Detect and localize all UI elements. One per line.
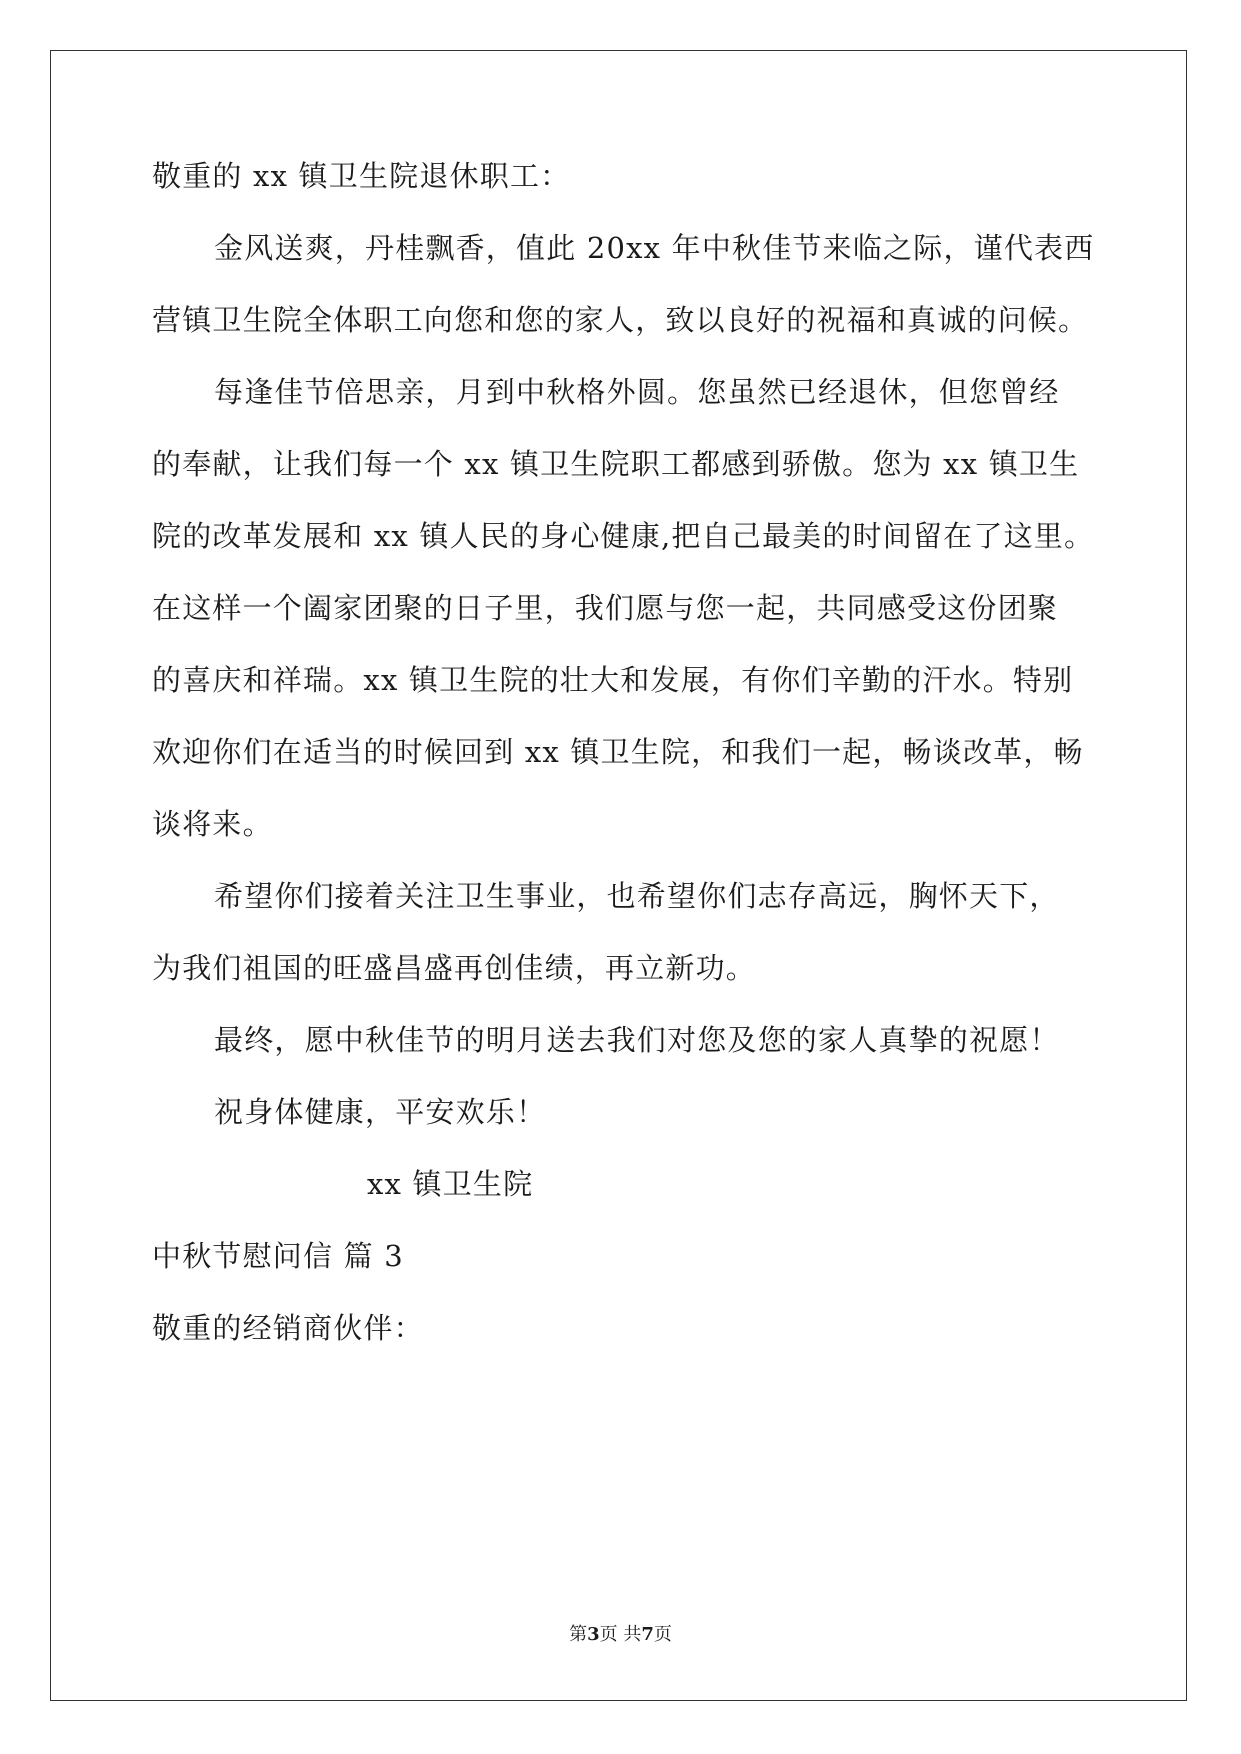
signature: xx 镇卫生院: [367, 1167, 534, 1201]
page-footer: [0, 1623, 1241, 1647]
paragraph-line: 营镇卫生院全体职工向您和您的家人，致以良好的祝福和真诚的问候。: [152, 303, 1089, 337]
closing-line: 祝身体健康，平安欢乐！: [214, 1095, 547, 1129]
total-pages-number: 7: [641, 1624, 654, 1645]
paragraph-line: 欢迎你们在适当的时候回到 xx 镇卫生院，和我们一起，畅谈改革，畅: [152, 735, 1084, 769]
paragraph-line: 金风送爽，丹桂飘香，值此 20xx 年中秋佳节来临之际，谨代表西: [214, 231, 1095, 265]
paragraph-line: 每逢佳节倍思亲，月到中秋格外圆。您虽然已经退休，但您曾经: [214, 375, 1060, 409]
salutation: 敬重的 xx 镇卫生院退休职工：: [152, 159, 571, 193]
paragraph-line: 希望你们接着关注卫生事业，也希望你们志存高远，胸怀天下，: [214, 879, 1060, 913]
section-heading: 中秋节慰问信 篇 3: [152, 1239, 404, 1273]
paragraph-line: 最终，愿中秋佳节的明月送去我们对您及您的家人真挚的祝愿！: [214, 1023, 1060, 1057]
paragraph-line: 为我们祖国的旺盛昌盛再创佳绩，再立新功。: [152, 951, 757, 985]
paragraph-line: 院的改革发展和 xx 镇人民的身心健康,把自己最美的时间留在了这里。: [152, 519, 1095, 553]
salutation: 敬重的经销商伙伴：: [152, 1311, 424, 1345]
footer-prefix: 第: [569, 1624, 588, 1645]
paragraph-line: 谈将来。: [152, 807, 273, 841]
paragraph-line: 的喜庆和祥瑞。xx 镇卫生院的壮大和发展，有你们辛勤的汗水。特别: [152, 663, 1074, 697]
current-page-number: 3: [587, 1624, 600, 1645]
footer-suffix: 页: [653, 1624, 672, 1645]
paragraph-line: 在这样一个阖家团聚的日子里，我们愿与您一起，共同感受这份团聚: [152, 591, 1059, 625]
footer-mid: 页 共: [599, 1624, 642, 1645]
paragraph-line: 的奉献，让我们每一个 xx 镇卫生院职工都感到骄傲。您为 xx 镇卫生: [152, 447, 1080, 481]
